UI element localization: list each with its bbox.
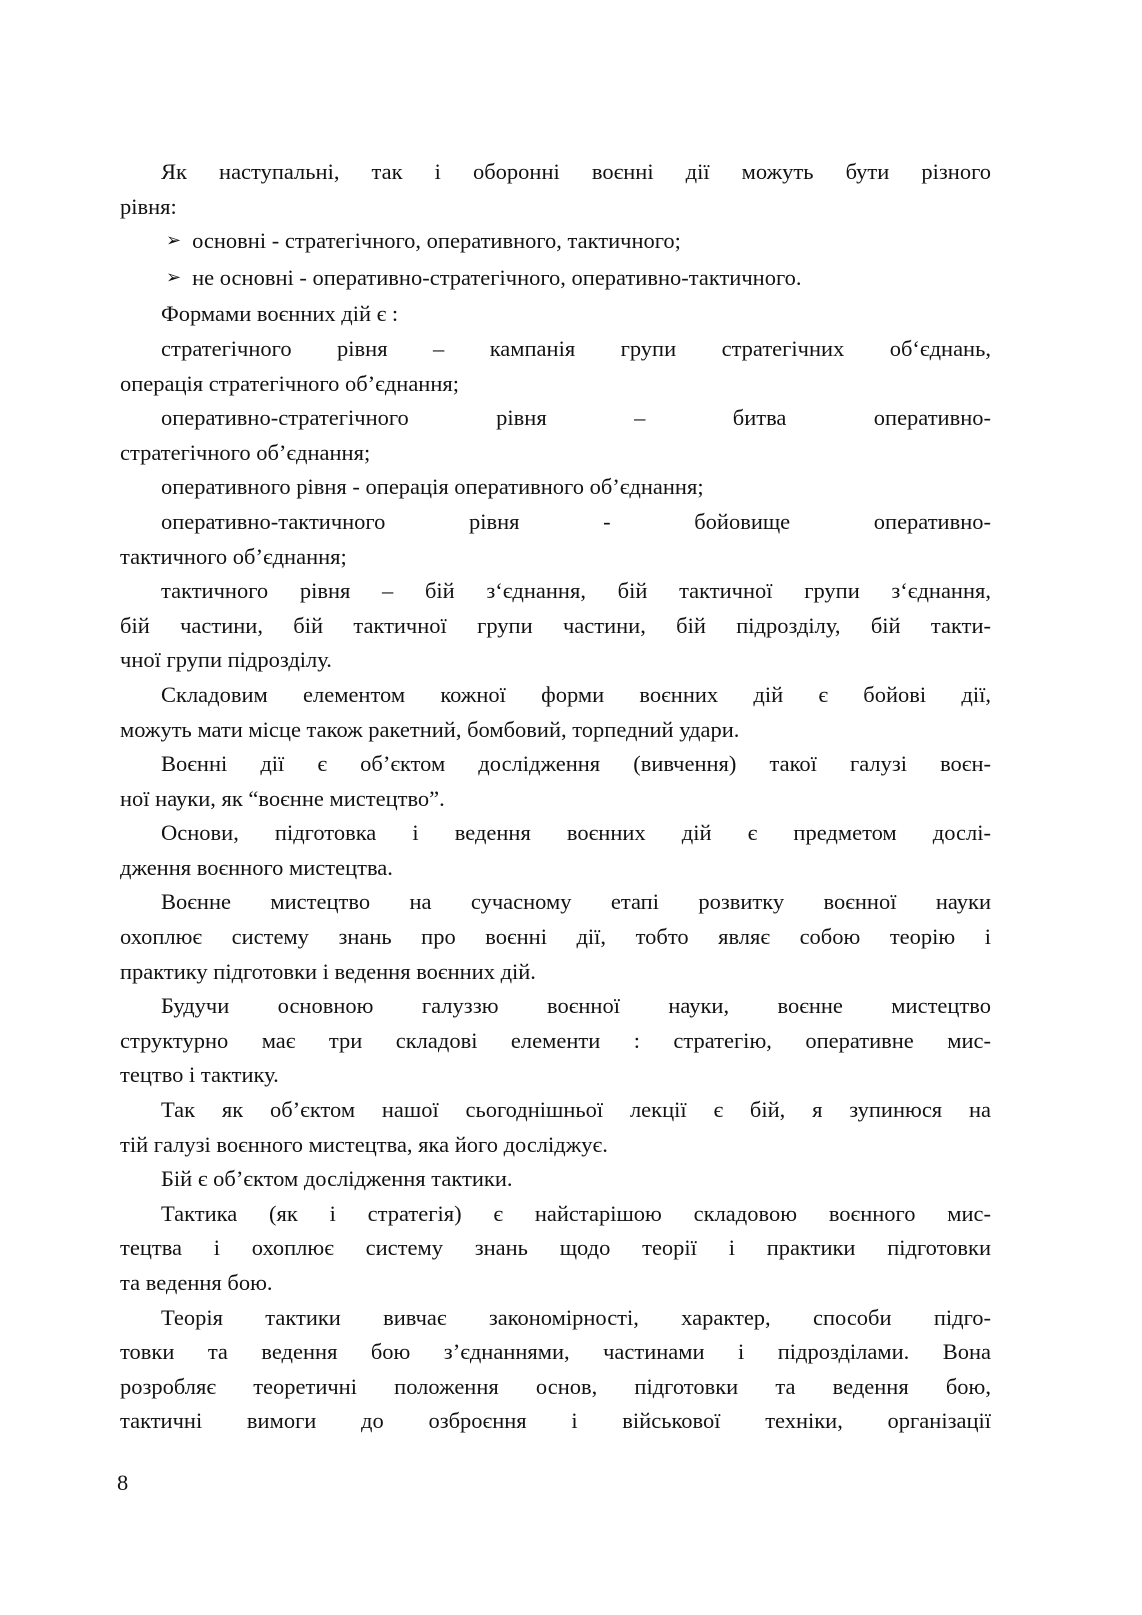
bullet-text: не основні - оперативно-стратегічного, оперативно-тактичного. bbox=[192, 264, 802, 290]
bullet-text: основні - стратегічного, оперативного, тактичного; bbox=[192, 228, 681, 254]
paragraph bbox=[120, 1301, 991, 1439]
bullet-item bbox=[120, 261, 991, 298]
text-line bbox=[120, 224, 991, 261]
text-line bbox=[120, 261, 991, 298]
text-line: Будучи основною галуззю воєнної науки, воєнне мистецтво bbox=[161, 993, 991, 1019]
paragraph bbox=[120, 297, 991, 332]
paragraph bbox=[120, 1197, 991, 1301]
text-line: Теорія тактики вивчає закономірності, характер, способи підго- bbox=[161, 1304, 991, 1330]
text-line: розробляє теоретичні положення основ, підготовки та ведення бою, bbox=[120, 1373, 991, 1399]
text-line: оперативного рівня - операція оперативного об’єднання; bbox=[161, 474, 704, 500]
arrow-bullet-icon: ➢ bbox=[166, 230, 182, 252]
text-line: бій частини, бій тактичної групи частини, бій підрозділу, бій такти- bbox=[120, 612, 991, 638]
text-line: чної групи підрозділу. bbox=[120, 647, 332, 673]
paragraph bbox=[120, 989, 991, 1093]
paragraph bbox=[120, 747, 991, 816]
arrow-bullet-icon: ➢ bbox=[166, 266, 182, 288]
text-line: оперативно-тактичного рівня - бойовище оперативно- bbox=[161, 508, 991, 534]
paragraph bbox=[120, 1093, 991, 1162]
text-line: Воєнні дії є об’єктом дослідження (вивчення) такої галузі воєн- bbox=[161, 751, 991, 777]
paragraph bbox=[120, 155, 991, 224]
text-line: Так як об’єктом нашої сьогоднішньої лекції є бій, я зупинюся на bbox=[161, 1097, 991, 1123]
text-line: ної науки, як “воєнне мистецтво”. bbox=[120, 785, 445, 811]
text-line: тій галузі воєнного мистецтва, яка його досліджує. bbox=[120, 1131, 608, 1157]
text-line: охоплює систему знань про воєнні дії, тобто являє собою теорію і bbox=[120, 924, 991, 950]
text-line: рівня: bbox=[120, 193, 177, 219]
paragraph bbox=[120, 678, 991, 747]
text-content bbox=[120, 155, 991, 1439]
text-line: товки та ведення бою з’єднаннями, частинами і підрозділами. Вона bbox=[120, 1339, 991, 1365]
paragraph bbox=[120, 1162, 991, 1197]
text-line: практику підготовки і ведення воєнних дій. bbox=[120, 958, 536, 984]
text-line: Тактика (як і стратегія) є найстарішою складовою воєнного мис- bbox=[161, 1200, 991, 1226]
text-line: та ведення бою. bbox=[120, 1270, 273, 1295]
paragraph bbox=[120, 505, 991, 574]
text-line: тецтво і тактику. bbox=[120, 1062, 279, 1088]
paragraph bbox=[120, 332, 991, 401]
text-line: Як наступальні, так і оборонні воєнні дії можуть бути різного bbox=[161, 159, 991, 184]
text-line: стратегічного об’єднання; bbox=[120, 439, 371, 465]
text-line: Воєнне мистецтво на сучасному етапі розвитку воєнної науки bbox=[161, 889, 991, 915]
paragraph bbox=[120, 574, 991, 678]
text-line: тактичні вимоги до озброєння і військової техніки, організації bbox=[120, 1408, 991, 1434]
paragraph bbox=[120, 401, 991, 470]
text-line: Основи, підготовка і ведення воєнних дій є предметом дослі- bbox=[161, 820, 991, 846]
text-line: тактичного рівня – бій з‘єднання, бій тактичної групи з‘єднання, bbox=[161, 578, 991, 604]
paragraph bbox=[120, 470, 991, 505]
text-line: дження воєнного мистецтва. bbox=[120, 854, 393, 880]
text-line: Складовим елементом кожної форми воєнних дій є бойові дії, bbox=[161, 681, 991, 707]
text-line: стратегічного рівня – кампанія групи стратегічних об‘єднань, bbox=[161, 335, 991, 361]
text-line: тецтва і охоплює систему знань щодо теорії і практики підготовки bbox=[120, 1235, 991, 1261]
paragraph bbox=[120, 885, 991, 989]
text-line: можуть мати місце також ракетний, бомбовий, торпедний удари. bbox=[120, 716, 740, 742]
text-line: структурно має три складові елементи : стратегію, оперативне мис- bbox=[120, 1027, 991, 1053]
text-line: тактичного об’єднання; bbox=[120, 543, 347, 569]
text-line: Формами воєнних дій є : bbox=[161, 301, 399, 327]
bullet-item bbox=[120, 224, 991, 261]
text-line: операція стратегічного об’єднання; bbox=[120, 370, 459, 396]
paragraph bbox=[120, 816, 991, 885]
text-line: оперативно-стратегічного рівня – битва оперативно- bbox=[161, 405, 991, 431]
page-number: 8 bbox=[117, 1470, 129, 1495]
text-line: Бій є об’єктом дослідження тактики. bbox=[161, 1166, 513, 1192]
